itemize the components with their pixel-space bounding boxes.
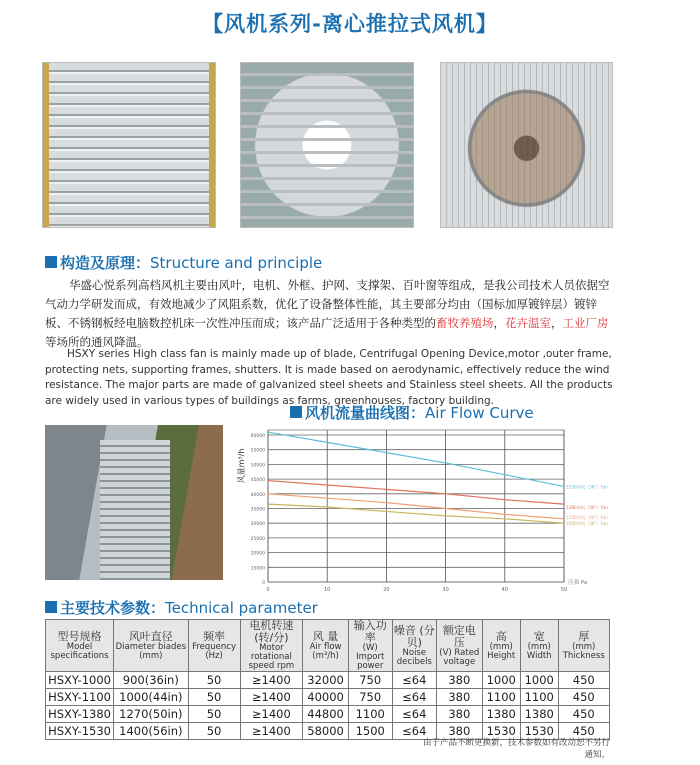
table-cell: 40000 — [303, 689, 349, 706]
y-tick-label: 20000 — [250, 551, 265, 557]
header-cn: 电机转速 (转/分) — [249, 619, 294, 644]
heading-cn: 构造及原理： — [60, 254, 151, 272]
y-tick-label: 55000 — [250, 448, 265, 454]
square-bullet-icon — [290, 406, 302, 418]
table-cell: ≤64 — [392, 672, 437, 689]
table-cell: 380 — [437, 689, 482, 706]
y-tick-label: 40000 — [250, 492, 265, 498]
y-tick-label: 60000 — [250, 434, 265, 439]
header-en: Diameter biades (mm) — [115, 641, 187, 661]
table-cell: 380 — [437, 723, 482, 740]
column-header — [558, 620, 610, 672]
table-cell: 450 — [558, 706, 610, 723]
table-cell: 1100 — [482, 689, 520, 706]
header-en: Model specifications — [50, 641, 109, 661]
square-bullet-icon — [45, 601, 57, 613]
table-cell: 50 — [188, 672, 240, 689]
header-en: Air flow (m³/h) — [309, 641, 342, 661]
column-header — [240, 620, 303, 672]
table-cell: 450 — [558, 672, 610, 689]
table-cell: ≤64 — [392, 706, 437, 723]
structure-heading — [45, 252, 322, 273]
header-en: Motor rotational speed rpm — [248, 643, 295, 671]
y-tick-label: 35000 — [250, 507, 265, 513]
x-tick-label: 20 — [383, 587, 390, 593]
structure-en-paragraph: HSXY series High class fan is mainly made up of blade, Centrifugal Opening Device,motor ,outer frame, protecting nets, supporting frames, shutters. It is made based on aerodynamic, effectively reduce the wind resistance. The major parts are made of galvanized steel sheets and Stainless steel sheets. All the products are widely used in various types of buildings as farms, greenhouses, factory building. — [45, 348, 613, 407]
header-cn: 宽 — [533, 629, 545, 643]
greenhouse-installation-photo — [45, 425, 223, 580]
header-cn: 风叶直径 — [128, 629, 173, 643]
table-cell: 1100 — [348, 706, 392, 723]
header-cn: 输入功率 — [353, 619, 387, 644]
header-en: (mm) Thickness — [562, 641, 605, 661]
structure-cn-paragraph — [45, 276, 615, 352]
column-header — [437, 620, 482, 672]
y-tick-label: 30000 — [250, 522, 265, 528]
table-cell: 44800 — [303, 706, 349, 723]
text: 华盛心悦系列高档风机主要由风叶，电机、外框、护网、支撑架、百叶窗等组成，是我公司技术人员依据空气动力学研发而成，有效地减少了风阻系数，优化了设备整体性能，其主要部分均由（国标加厚镀锌层）镀锌板、不锈钢板经电脑数控机床一次性冲压而成；该产品广泛适用于各种类型的 — [45, 278, 610, 330]
y-axis-label: 风量m³/h — [237, 448, 246, 484]
legend-entry: 1380风机（50"）Fan — [566, 505, 608, 511]
column-header — [392, 620, 437, 672]
table-cell: 1000(44in) — [114, 689, 189, 706]
fan-photo-shutter-front — [42, 62, 216, 228]
disclaimer-note: 由于产品不断更换新，技术参数如有改动恕不另行通知。 — [422, 738, 610, 760]
x-tick-label: 50 — [560, 587, 568, 593]
table-cell: 380 — [437, 706, 482, 723]
header-cn: 噪音 (分贝) — [393, 623, 435, 649]
y-tick-label: 50000 — [250, 463, 265, 469]
column-header — [114, 620, 189, 672]
table-cell: ≤64 — [392, 689, 437, 706]
table-cell: 1530 — [482, 723, 520, 740]
header-cn: 厚 — [578, 629, 590, 643]
page-title: 【风机系列-离心推拉式风机】 — [202, 12, 498, 36]
column-header — [348, 620, 392, 672]
legend-entry: 1530风机（56"）Fan — [566, 484, 608, 490]
heading-cn: 主要技术参数： — [60, 599, 166, 617]
header-en: Noise decibels — [396, 647, 432, 667]
table-cell: 1270(50in) — [114, 706, 189, 723]
column-header — [188, 620, 240, 672]
highlight-factory: 工业厂房 — [562, 316, 609, 330]
header-en: (mm) Height — [487, 641, 516, 661]
x-tick-label: 10 — [324, 587, 331, 593]
table-cell: 1100 — [520, 689, 558, 706]
y-tick-label: 45000 — [250, 478, 265, 484]
table-cell: ≥1400 — [240, 689, 303, 706]
table-cell: 1000 — [520, 672, 558, 689]
heading-en: Air Flow Curve — [425, 404, 534, 422]
highlight-livestock: 畜牧养殖场 — [436, 316, 494, 330]
fan-photo-blade-view — [240, 62, 414, 228]
y-tick-label: 25000 — [250, 536, 265, 542]
text: ， — [493, 316, 505, 330]
table-cell: HSXY-1000 — [46, 672, 114, 689]
table-cell: ≥1400 — [240, 706, 303, 723]
y-tick-label: 15000 — [250, 566, 265, 572]
table-row — [46, 706, 610, 723]
table-cell: ≥1400 — [240, 723, 303, 740]
table-cell: 750 — [348, 689, 392, 706]
table-cell: HSXY-1380 — [46, 706, 114, 723]
table-cell: 50 — [188, 723, 240, 740]
header-cn: 风 量 — [312, 629, 339, 643]
legend-entry: 1000风机（36"）Fan — [566, 521, 608, 527]
table-cell: 1380 — [482, 706, 520, 723]
header-cn: 高 — [495, 629, 507, 643]
heading-cn: 风机流量曲线图： — [305, 404, 426, 422]
heading-en: Technical parameter — [165, 599, 318, 617]
header-cn: 型号规格 — [57, 629, 102, 643]
table-cell: 50 — [188, 689, 240, 706]
air-flow-chart — [232, 420, 622, 595]
table-cell: 750 — [348, 672, 392, 689]
table-row — [46, 689, 610, 706]
table-row — [46, 672, 610, 689]
heading-en: Structure and principle — [150, 254, 323, 272]
table-cell: ≤64 — [392, 723, 437, 740]
table-cell: 380 — [437, 672, 482, 689]
table-cell: 450 — [558, 689, 610, 706]
legend-entry: 1100风机（44"）Fan — [566, 514, 608, 520]
header-en: Frequency (Hz) — [192, 641, 237, 661]
x-axis-label: 压强 Pa — [568, 580, 588, 586]
column-header — [46, 620, 114, 672]
highlight-greenhouse: 花卉温室 — [505, 316, 551, 330]
square-bullet-icon — [45, 256, 57, 268]
table-cell: 50 — [188, 706, 240, 723]
column-header — [303, 620, 349, 672]
table-cell: 1500 — [348, 723, 392, 740]
table-cell: ≥1400 — [240, 672, 303, 689]
params-heading — [45, 597, 318, 618]
x-tick-label: 0 — [266, 587, 270, 593]
text: ， — [551, 316, 563, 330]
table-cell: 58000 — [303, 723, 349, 740]
column-header — [482, 620, 520, 672]
header-en: (mm) Width — [526, 641, 552, 661]
table-cell: 1400(56in) — [114, 723, 189, 740]
table-cell: 32000 — [303, 672, 349, 689]
fan-photo-rear-grille — [440, 62, 613, 228]
x-tick-label: 40 — [501, 587, 508, 593]
table-cell: HSXY-1100 — [46, 689, 114, 706]
header-cn: 频率 — [203, 629, 226, 643]
x-tick-label: 30 — [442, 587, 449, 593]
table-cell: HSXY-1530 — [46, 723, 114, 740]
table-cell: 900(36in) — [114, 672, 189, 689]
technical-parameter-table — [45, 619, 610, 740]
table-cell: 1000 — [482, 672, 520, 689]
table-cell: 1530 — [520, 723, 558, 740]
text: 等场所的通风降温。 — [45, 335, 149, 349]
header-cn: 额定电压 — [442, 623, 476, 649]
table-cell: 450 — [558, 723, 610, 740]
y-tick-label: 0 — [262, 581, 265, 586]
column-header — [520, 620, 558, 672]
table-cell: 1380 — [520, 706, 558, 723]
header-en: (V) Rated voltage — [439, 647, 480, 667]
header-en: (W) Import power — [356, 643, 385, 671]
